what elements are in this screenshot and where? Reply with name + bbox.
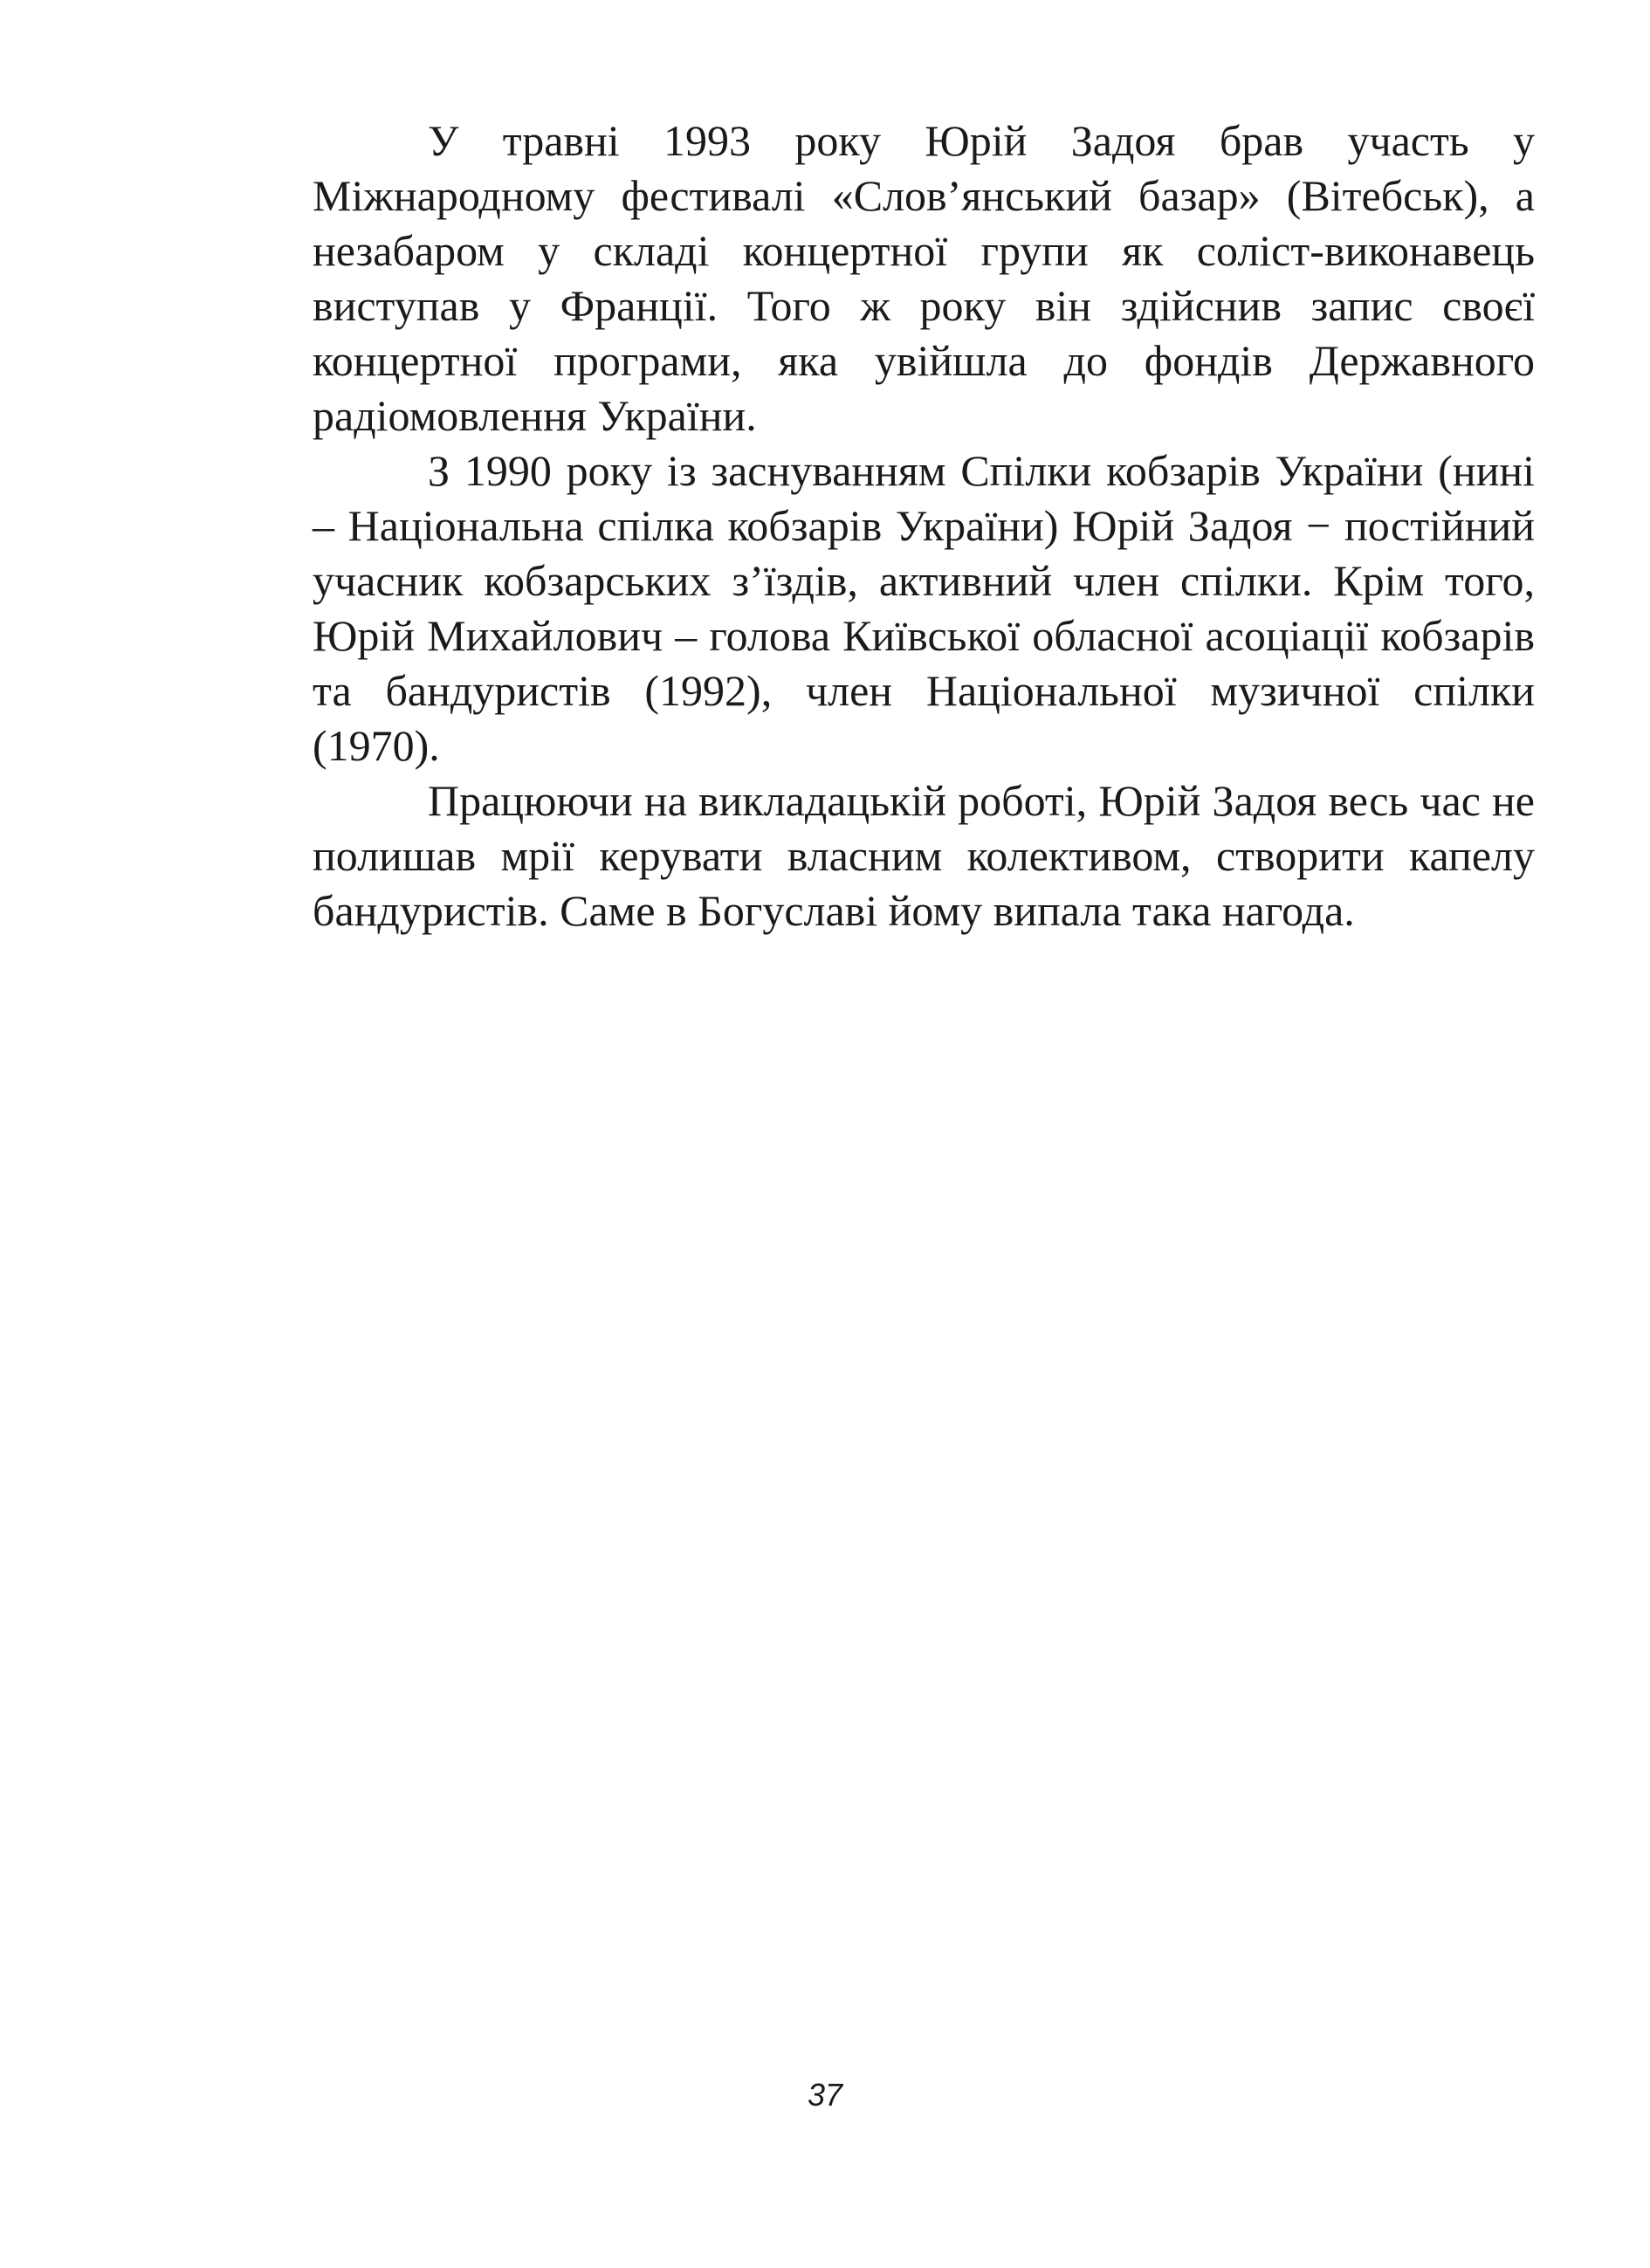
paragraph-1: У травні 1993 року Юрій Задоя брав участь у Міжнародному фестивалі «Слов’янський базар» (Вітебськ), а незабаром у складі концертної групи як соліст-виконавець виступав у Франції. Того ж року він здійснив запис своєї концертної програми, яка увійшла до фондів Державного радіомовлення України. [313,116,1535,440]
body-text [313,113,1535,938]
paragraph-2: З 1990 року із заснуванням Спілки кобзарів України (нині – Національна спілка кобзарів України) Юрій Задоя − постійний учасник кобзарських з’їздів, активний член спілки. Крім того, Юрій Михайлович – голова Київської обласної асоціації кобзарів та бандуристів (1992), член Національної музичної спілки (1970). [313,446,1535,770]
paragraph-3: Працюючи на викладацькій роботі, Юрій Задоя весь час не полишав мрії керувати власним колективом, створити капелу бандуристів. Саме в Богуславі йому випала така нагода. [313,776,1535,935]
page-number: 37 [807,2077,843,2113]
